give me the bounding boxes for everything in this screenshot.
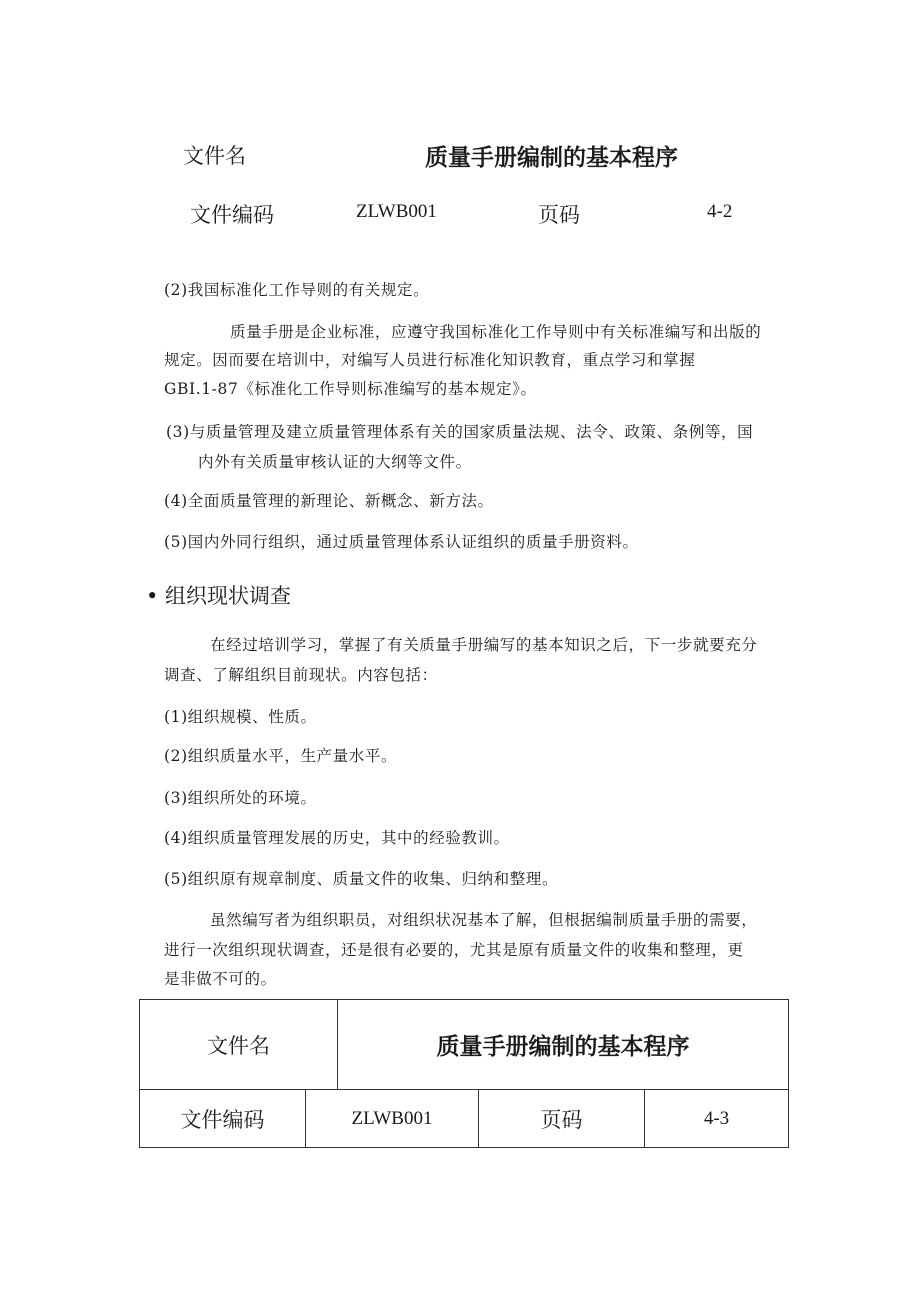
item-3-line-2: 内外有关质量审核认证的大纲等文件。 xyxy=(198,453,472,471)
page-number: 4-2 xyxy=(707,201,733,222)
list-item: (3)组织所处的环境。 xyxy=(164,789,317,807)
document-header-table xyxy=(139,999,789,1148)
closing-line-2: 进行一次组织现状调查，还是很有必要的，尤其是原有质量文件的收集和整理，更 xyxy=(164,941,744,959)
table-cell-page-label xyxy=(479,1090,645,1147)
table-file-name-label: 文件名 xyxy=(207,1033,270,1058)
item-2-para-line-3: GBI.1-87《标准化工作导则标准编写的基本规定》。 xyxy=(164,380,537,398)
closing-line-1: 虽然编写者为组织职员，对组织状况基本了解，但根据编制质量手册的需要， xyxy=(210,911,758,929)
section-intro-line-1: 在经过培训学习，掌握了有关质量手册编写的基本知识之后，下一步就要充分 xyxy=(210,636,758,654)
item-5: (5)国内外同行组织，通过质量管理体系认证组织的质量手册资料。 xyxy=(164,533,639,551)
item-2-para-line-2: 规定。因而要在培训中，对编写人员进行标准化知识教育，重点学习和掌握 xyxy=(164,351,696,369)
table-cell-page-number xyxy=(645,1090,788,1147)
table-document-title: 质量手册编制的基本程序 xyxy=(436,1034,690,1060)
list-item: (4)组织质量管理发展的历史，其中的经验教训。 xyxy=(164,829,510,847)
table-file-code-label: 文件编码 xyxy=(180,1107,265,1132)
list-item: (1)组织规模、性质。 xyxy=(164,708,317,726)
table-file-code: ZLWB001 xyxy=(351,1107,433,1129)
item-4: (4)全面质量管理的新理论、新概念、新方法。 xyxy=(164,492,494,510)
list-item: (2)组织质量水平，生产量水平。 xyxy=(164,747,398,765)
file-code-label: 文件编码 xyxy=(190,203,274,227)
table-cell-title xyxy=(338,1000,788,1089)
table-cell-file-code-label xyxy=(140,1090,306,1147)
file-name-label: 文件名 xyxy=(183,144,246,168)
item-2-para-line-1: 质量手册是企业标准，应遵守我国标准化工作导则中有关标准编写和出版的 xyxy=(230,323,762,341)
table-row xyxy=(140,1000,788,1090)
item-2-heading: (2)我国标准化工作导则的有关规定。 xyxy=(164,281,430,299)
file-code: ZLWB001 xyxy=(356,201,437,222)
table-page-label: 页码 xyxy=(540,1107,583,1132)
list-item: (5)组织原有规章制度、质量文件的收集、归纳和整理。 xyxy=(164,870,559,888)
closing-line-3: 是非做不可的。 xyxy=(164,970,277,988)
table-cell-file-code xyxy=(306,1090,479,1147)
page-label: 页码 xyxy=(538,203,580,227)
document-title: 质量手册编制的基本程序 xyxy=(425,145,678,171)
table-cell-file-name-label xyxy=(140,1000,338,1089)
item-3-line-1: (3)与质量管理及建立质量管理体系有关的国家质量法规、法令、政策、条例等，国 xyxy=(166,423,754,441)
section-heading: • 组织现状调查 xyxy=(146,584,292,608)
table-row xyxy=(140,1090,788,1147)
table-page-number: 4-3 xyxy=(703,1107,730,1129)
section-intro-line-2: 调查、了解组织目前现状。内容包括： xyxy=(164,666,438,684)
